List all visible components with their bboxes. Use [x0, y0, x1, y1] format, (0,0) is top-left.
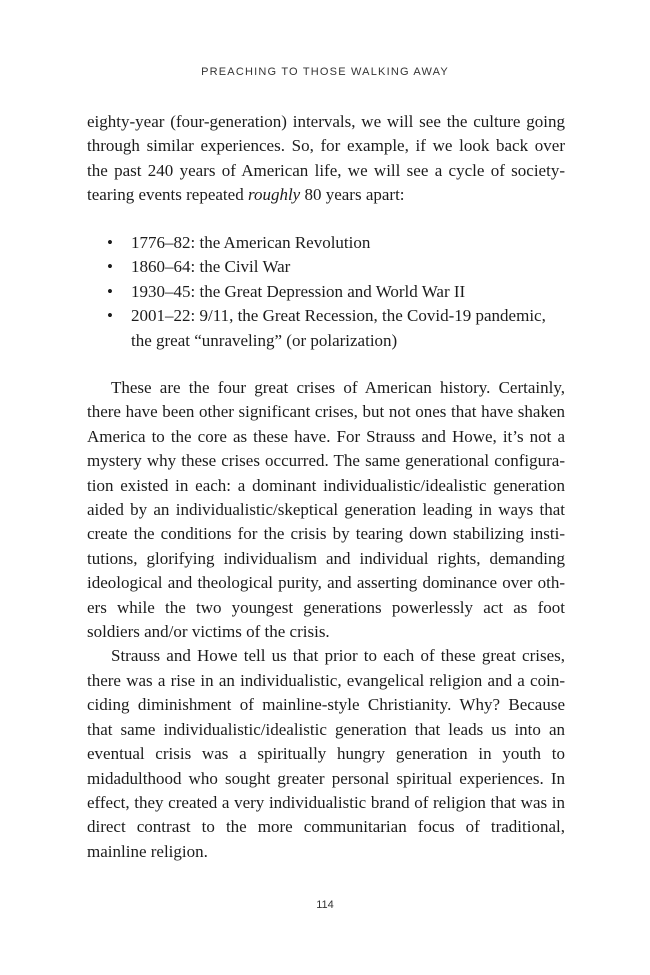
- list-item: [107, 231, 565, 255]
- list-item-text: 2001–22: 9/11, the Great Recession, the Covid-19 pandemic, the great “unraveling” (or polarization): [131, 306, 546, 350]
- list-item: [107, 280, 565, 304]
- list-item-text: 1930–45: the Great Depression and World War II: [131, 281, 466, 301]
- bullet-icon: •: [107, 257, 113, 277]
- intro-paragraph: [87, 110, 565, 208]
- running-head: PREACHING TO THOSE WALKING AWAY: [201, 66, 449, 78]
- page-number: 114: [316, 899, 334, 911]
- list-item-text: 1776–82: the American Revolution: [131, 233, 371, 252]
- intro-text-end: 80 years apart:: [300, 185, 405, 205]
- intro-emphasis: roughly: [247, 185, 301, 205]
- bullet-icon: •: [107, 233, 113, 252]
- intro-paragraph-block: [87, 110, 565, 208]
- intro-text-start: eighty-year (four-generation) intervals, we will see the culture going through similar experiences. So, for example, if we look back over the past 240 years of American life, we will see a cycle of society-tearing events repeated: [87, 112, 565, 205]
- crises-list: [107, 231, 565, 353]
- bullet-icon: •: [107, 281, 113, 301]
- body-paragraph: These are the four great crises of American history. Certainly, there have been other significant crises, but not ones that have shaken America to the core as these have. For Strauss and Howe, it’s not a mystery why these crises occurred. The same generational configuration existed in each: a dominant individualistic/idealistic generation aided by an individualistic/skeptical generation leading in ways that create the conditions for the crisis by tearing down stabilizing institutions, glorifying individualism and individual rights, demanding ideological and theological purity, and asserting dominance over others while the two youngest generations powerlessly act as foot soldiers and/or victims of the crisis.: [87, 378, 565, 642]
- list-item: [107, 255, 565, 279]
- body-text: [87, 376, 565, 864]
- bullet-icon: •: [107, 306, 113, 326]
- body-paragraph: Strauss and Howe tell us that prior to each of these great crises, there was a rise in an individualistic, evangelical religion and a coinciding diminishment of mainline-style Christianity. Why? Because that same individualistic/idealistic generation that leads us into an eventual crisis was a spiritually hungry generation in youth to midadulthood who sought greater personal spiritual experiences. In effect, they created a very individualistic brand of religion that was in direct contrast to the more communitarian focus of traditional, mainline religion.: [87, 646, 565, 861]
- list-item: [107, 304, 565, 353]
- list-item-text: 1860–64: the Civil War: [131, 257, 291, 277]
